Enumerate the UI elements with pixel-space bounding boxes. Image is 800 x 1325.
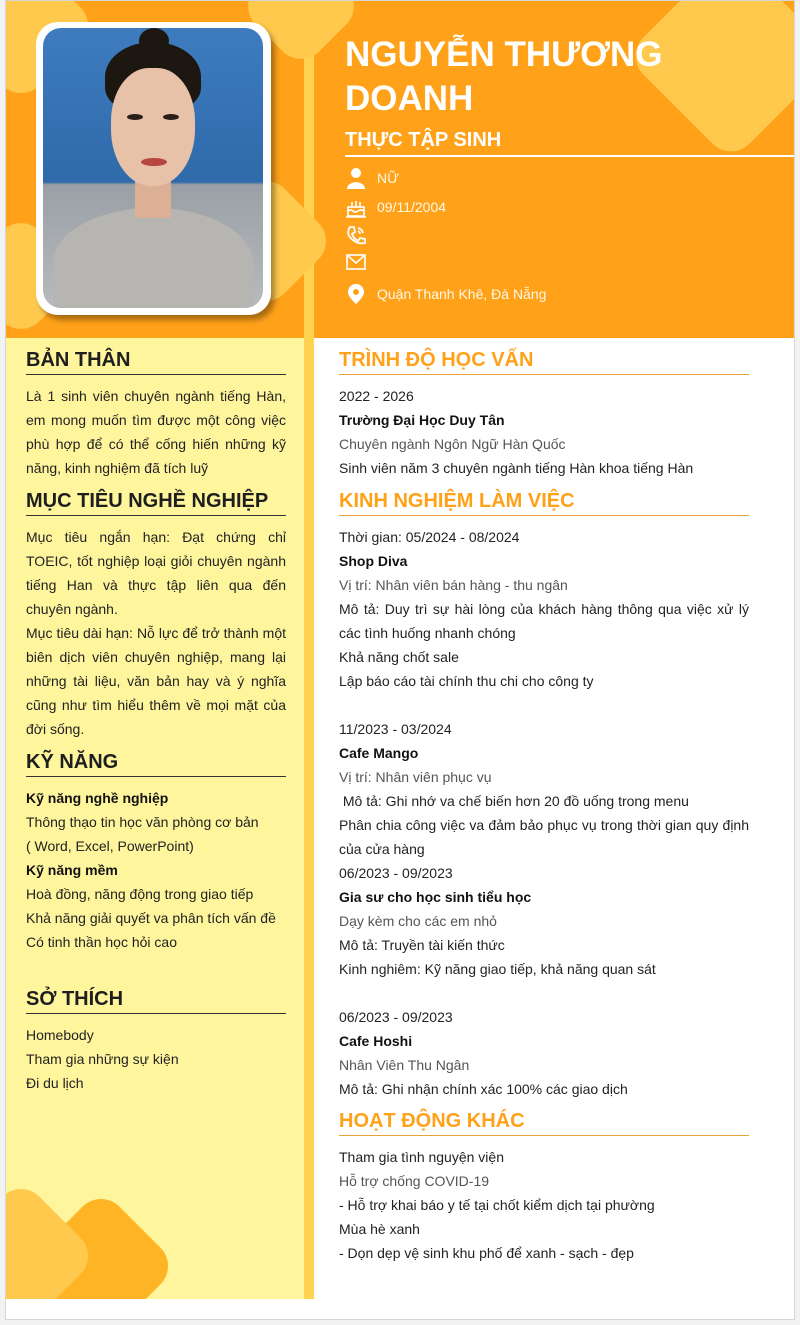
job-position: Vị trí: Nhân viên phục vụ — [339, 769, 492, 785]
job-description: Mô tả: Truyền tài kiến thức — [339, 937, 505, 953]
hobby-item: Homebody — [26, 1027, 94, 1043]
contact-phone — [345, 222, 377, 248]
activity-item: Mùa hè xanh — [339, 1221, 420, 1237]
job-company: Cafe Mango — [339, 745, 419, 761]
education-major: Chuyên ngành Ngôn Ngữ Hàn Quốc — [339, 436, 566, 452]
soft-skill-item: Khả năng giải quyết va phân tích vấn đề — [26, 910, 276, 926]
job-period: 06/2023 - 09/2023 — [339, 865, 453, 881]
page-bottom-margin — [6, 1299, 795, 1320]
photo-eye-left — [127, 114, 143, 120]
job-company: Cafe Hoshi — [339, 1033, 413, 1049]
location-pin-icon — [345, 283, 367, 305]
skills-section — [26, 749, 286, 954]
hobbies-heading: SỞ THÍCH — [26, 986, 286, 1014]
photo-lips — [141, 158, 167, 166]
mail-icon — [345, 251, 367, 273]
activity-item: Hỗ trợ chống COVID-19 — [339, 1173, 490, 1189]
education-school: Trường Đại Học Duy Tân — [339, 412, 505, 428]
about-section — [26, 347, 286, 480]
address-value: Quận Thanh Khê, Đà Nẵng — [377, 286, 547, 302]
job-description: Mô tả: Ghi nhớ va chế biến hơn 20 đồ uống trong menu — [339, 793, 689, 809]
photo-face — [111, 68, 195, 186]
job-description: Phân chia công việc va đảm bảo phục vụ trong thời gian quy định của cửa hàng — [339, 817, 749, 857]
contact-address — [345, 281, 546, 307]
job-period: 11/2023 - 03/2024 — [339, 721, 452, 737]
column-divider — [304, 1, 314, 1299]
job-position: Vị trí: Nhân viên bán hàng - thu ngân — [339, 577, 568, 593]
about-text: Là 1 sinh viên chuyên ngành tiếng Hàn, em mong muốn tìm được một công việc phù hợp để có thể cống hiến những kỹ năng, kinh nghiệm đã tích luỹ — [26, 388, 286, 476]
birthday-cake-icon — [345, 196, 367, 218]
objective-heading: MỤC TIÊU NGHỀ NGHIỆP — [26, 488, 286, 516]
title-underline — [345, 155, 795, 157]
candidate-name: NGUYỄN THƯƠNG DOANH — [345, 35, 663, 118]
activity-item: Tham gia tình nguyện viện — [339, 1149, 504, 1165]
photo-eye-right — [163, 114, 179, 120]
activities-heading: HOẠT ĐỘNG KHÁC — [339, 1108, 749, 1136]
job-entry — [339, 717, 749, 861]
job-period: Thời gian: 05/2024 - 08/2024 — [339, 529, 520, 545]
job-company: Gia sư cho học sinh tiểu học — [339, 889, 532, 905]
job-entry — [339, 525, 749, 693]
activity-item: - Dọn dẹp vệ sinh khu phố để xanh - sạch - đẹp — [339, 1245, 634, 1261]
education-heading: TRÌNH ĐỘ HỌC VẤN — [339, 347, 749, 375]
job-company: Shop Diva — [339, 553, 408, 569]
activity-item: - Hỗ trợ khai báo y tế tại chốt kiểm dịch tại phường — [339, 1197, 655, 1213]
cv-page — [5, 0, 795, 1320]
education-note: Sinh viên năm 3 chuyên ngành tiếng Hàn khoa tiếng Hàn — [339, 460, 694, 476]
soft-skill-item: Hoà đồng, năng động trong giao tiếp — [26, 886, 254, 902]
objective-long-term: Mục tiêu dài hạn: Nỗ lực để trở thành một biên dịch viên chuyên nghiệp, mang lại những tài liệu, văn bản hay và ý nghĩa cũng như tìm hiểu thêm về mọi mặt của đời sống. — [26, 625, 286, 737]
education-section — [339, 347, 749, 480]
photo-hair-bun — [139, 28, 169, 54]
about-heading: BẢN THÂN — [26, 347, 286, 375]
job-description: Lập báo cáo tài chính thu chi cho công ty — [339, 673, 594, 689]
objective-section — [26, 488, 286, 741]
job-description: Mô tả: Duy trì sự hài lòng của khách hàng thông qua việc xử lý các tình huống nhanh chóng — [339, 601, 749, 641]
skills-heading: KỸ NĂNG — [26, 749, 286, 777]
job-title: THỰC TẬP SINH — [345, 129, 502, 151]
hard-skills-title: Kỹ năng nghề nghiệp — [26, 790, 169, 806]
job-position: Nhân Viên Thu Ngân — [339, 1057, 470, 1073]
soft-skills-title: Kỹ năng mềm — [26, 862, 118, 878]
profile-photo-frame — [36, 22, 271, 315]
job-entry — [339, 861, 749, 981]
profile-photo — [43, 28, 263, 308]
soft-skill-item: Có tinh thần học hỏi cao — [26, 934, 177, 950]
gender-value: NỮ — [377, 170, 400, 186]
contact-email — [345, 249, 377, 275]
hard-skill-item: ( Word, Excel, PowerPoint) — [26, 838, 194, 854]
activities-section — [339, 1108, 749, 1265]
hard-skill-item: Thông thạo tin học văn phòng cơ bản — [26, 814, 259, 830]
birthdate-value: 09/11/2004 — [377, 199, 447, 215]
education-period: 2022 - 2026 — [339, 388, 414, 404]
job-entry — [339, 1005, 749, 1101]
job-description: Khả năng chốt sale — [339, 649, 459, 665]
hobbies-section — [26, 986, 286, 1095]
job-description: Kinh nghiêm: Kỹ năng giao tiếp, khả năng quan sát — [339, 961, 656, 977]
person-icon — [345, 167, 367, 189]
experience-heading: KINH NGHIỆM LÀM VIỆC — [339, 488, 749, 516]
hobby-item: Tham gia những sự kiện — [26, 1051, 179, 1067]
job-period: 06/2023 - 09/2023 — [339, 1009, 453, 1025]
job-position: Dạy kèm cho các em nhỏ — [339, 913, 497, 929]
hobby-item: Đi du lịch — [26, 1075, 84, 1091]
experience-section — [339, 488, 749, 1101]
objective-short-term: Mục tiêu ngắn hạn: Đạt chứng chỉ TOEIC, tốt nghiệp loại giỏi chuyên ngành tiếng Han và thực tập liên qua đến chuyên ngành. — [26, 529, 286, 617]
job-description: Mô tả: Ghi nhận chính xác 100% các giao dịch — [339, 1081, 628, 1097]
phone-icon — [345, 224, 367, 246]
contact-gender — [345, 165, 399, 191]
contact-birthdate — [345, 194, 446, 220]
photo-shirt — [53, 208, 253, 308]
